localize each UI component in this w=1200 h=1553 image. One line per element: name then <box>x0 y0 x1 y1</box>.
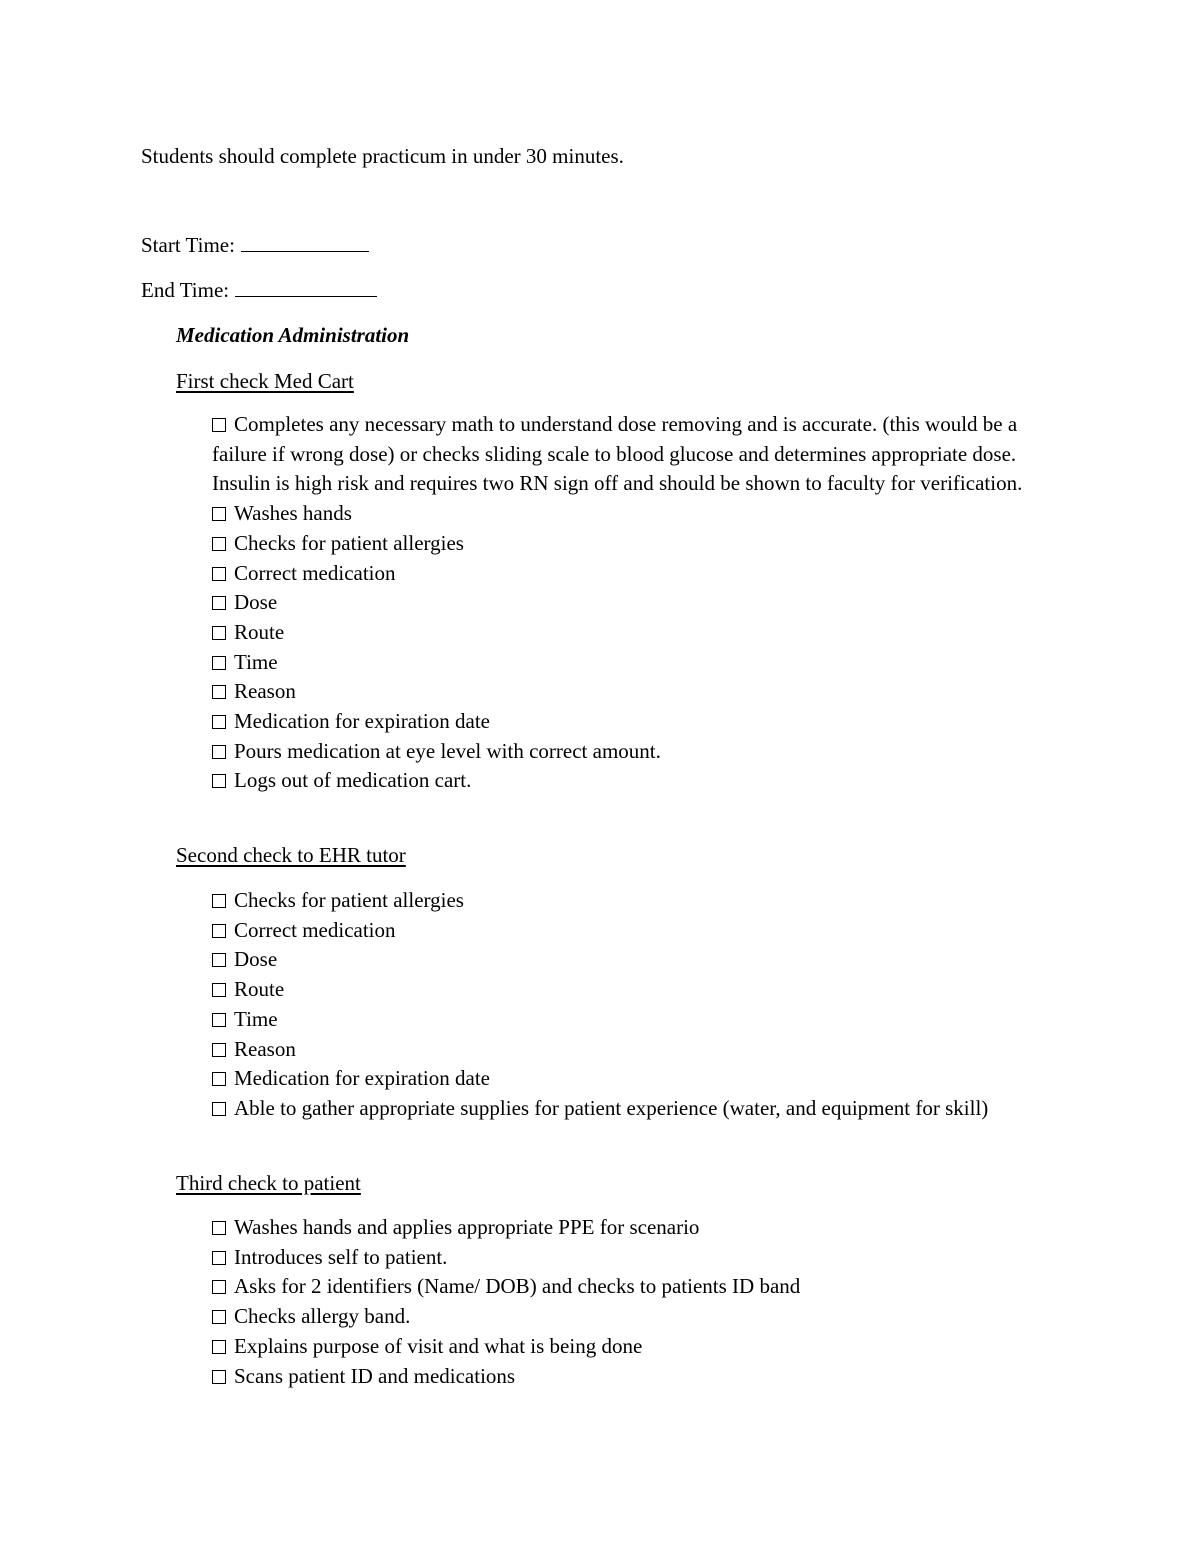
checklist-item: Asks for 2 identifiers (Name/ DOB) and checks to patients ID band <box>212 1272 1072 1302</box>
checklist-item: Explains purpose of visit and what is being done <box>212 1332 1072 1362</box>
checkbox[interactable] <box>212 537 226 551</box>
checklist-item: Route <box>212 618 1072 648</box>
checklist-item: Reason <box>212 677 1072 707</box>
checkbox[interactable] <box>212 1072 226 1086</box>
checkbox[interactable] <box>212 924 226 938</box>
checkbox[interactable] <box>212 774 226 788</box>
checklist-item: Correct medication <box>212 559 1072 589</box>
checklist-item: Scans patient ID and medications <box>212 1362 1072 1392</box>
section-heading-second-check: Second check to EHR tutor <box>176 843 406 867</box>
section-heading-third-check: Third check to patient <box>176 1171 361 1195</box>
checkbox[interactable] <box>212 1340 226 1354</box>
checkbox[interactable] <box>212 656 226 670</box>
checklist-item: Checks allergy band. <box>212 1302 1072 1332</box>
checklist-third-check <box>212 1213 1072 1391</box>
checkbox[interactable] <box>212 1043 226 1057</box>
checkbox[interactable] <box>212 1102 226 1116</box>
end-time-blank[interactable] <box>235 278 377 297</box>
checklist-second-check <box>212 886 1072 1124</box>
end-time-label: End Time: <box>141 278 230 302</box>
checkbox[interactable] <box>212 685 226 699</box>
checklist-item: Time <box>212 1005 1072 1035</box>
checkbox[interactable] <box>212 507 226 521</box>
checkbox[interactable] <box>212 567 226 581</box>
checkbox[interactable] <box>212 894 226 908</box>
checkbox[interactable] <box>212 745 226 759</box>
checkbox[interactable] <box>212 1280 226 1294</box>
section-title: Medication Administration <box>176 323 410 347</box>
checklist-item: Correct medication <box>212 916 1072 946</box>
checkbox[interactable] <box>212 1251 226 1265</box>
checkbox[interactable] <box>212 1221 226 1235</box>
checklist-item: Dose <box>212 588 1072 618</box>
checklist-item: Able to gather appropriate supplies for patient experience (water, and equipment for skill) <box>212 1094 1072 1124</box>
intro-text: Students should complete practicum in under 30 minutes. <box>141 144 624 168</box>
checklist-item: Reason <box>212 1035 1072 1065</box>
checklist-item: Medication for expiration date <box>212 707 1072 737</box>
checklist-first-check <box>212 410 1072 796</box>
checklist-item: Dose <box>212 945 1072 975</box>
start-time-line <box>141 231 369 261</box>
checklist-item: Checks for patient allergies <box>212 529 1072 559</box>
end-time-line <box>141 276 377 306</box>
start-time-label: Start Time: <box>141 233 235 257</box>
checkbox[interactable] <box>212 1013 226 1027</box>
checklist-item: Washes hands <box>212 499 1072 529</box>
checklist-item: Time <box>212 648 1072 678</box>
checklist-item: Checks for patient allergies <box>212 886 1072 916</box>
checklist-item: Medication for expiration date <box>212 1064 1072 1094</box>
checklist-item: Washes hands and applies appropriate PPE for scenario <box>212 1213 1072 1243</box>
checkbox[interactable] <box>212 953 226 967</box>
checklist-item: Introduces self to patient. <box>212 1243 1072 1273</box>
checkbox[interactable] <box>212 983 226 997</box>
start-time-blank[interactable] <box>241 233 369 252</box>
checklist-item: Route <box>212 975 1072 1005</box>
checklist-item: Completes any necessary math to understand dose removing and is accurate. (this would be a failure if wrong dose) or checks sliding scale to blood glucose and determines appropriate dose. Insulin is high risk and requires two RN sign off and should be shown to faculty for verification. <box>212 412 1023 496</box>
checklist-item: Logs out of medication cart. <box>212 766 1072 796</box>
checkbox[interactable] <box>212 715 226 729</box>
checkbox[interactable] <box>212 596 226 610</box>
checkbox[interactable] <box>212 626 226 640</box>
section-heading-first-check: First check Med Cart <box>176 369 354 393</box>
checkbox[interactable] <box>212 1370 226 1384</box>
checklist-item: Pours medication at eye level with correct amount. <box>212 737 1072 767</box>
checkbox[interactable] <box>212 418 226 432</box>
checkbox[interactable] <box>212 1310 226 1324</box>
